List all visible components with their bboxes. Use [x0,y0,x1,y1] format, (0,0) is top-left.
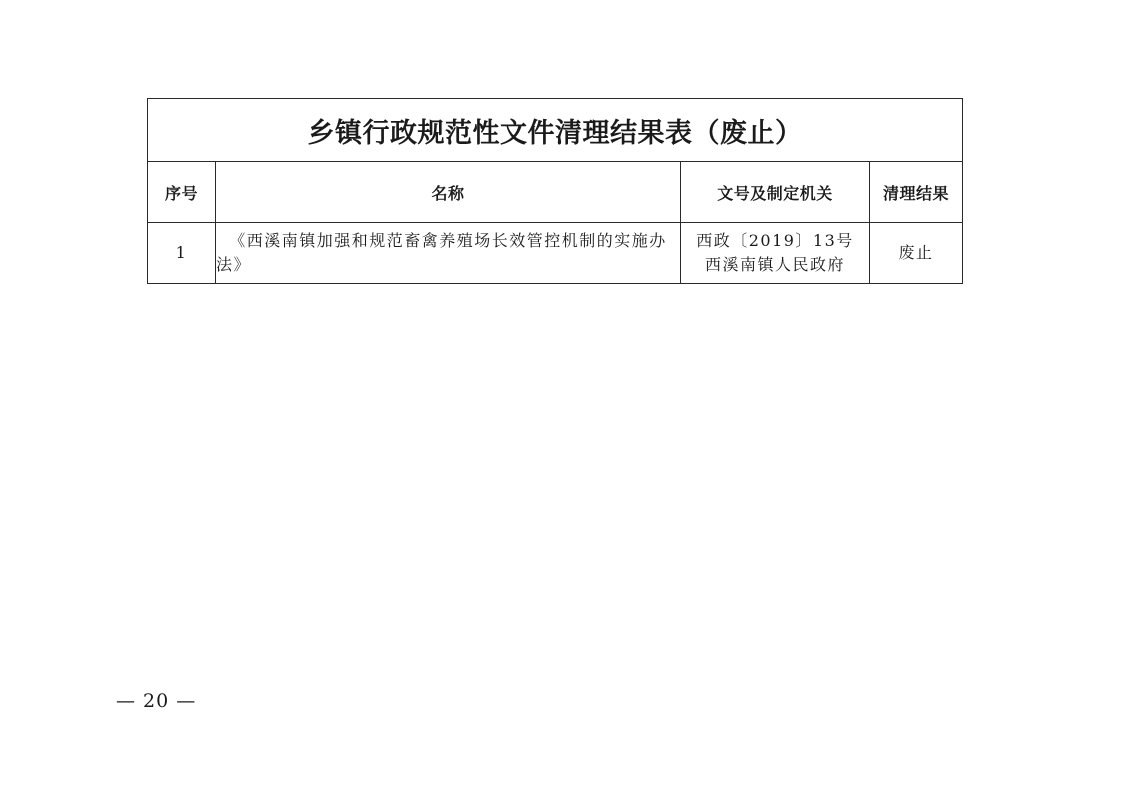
row-name: 《西溪南镇加强和规范畜禽养殖场长效管控机制的实施办法》 [216,223,681,284]
cleanup-result-table [147,98,963,284]
row-doc-no: 西政〔2019〕13号 [696,231,854,250]
row-result: 废止 [870,223,963,284]
row-index: 1 [148,223,216,284]
row-doc-no-cell [681,223,870,284]
header-doc-no: 文号及制定机关 [681,162,870,223]
header-index: 序号 [148,162,216,223]
table-row [148,223,963,284]
row-agency: 西溪南镇人民政府 [704,255,845,274]
table-title: 乡镇行政规范性文件清理结果表（废止） [148,99,963,162]
header-name: 名称 [216,162,681,223]
table-header-row [148,162,963,223]
header-result: 清理结果 [870,162,963,223]
table-title-row [148,99,963,162]
page-number: — 20 — [116,690,197,712]
